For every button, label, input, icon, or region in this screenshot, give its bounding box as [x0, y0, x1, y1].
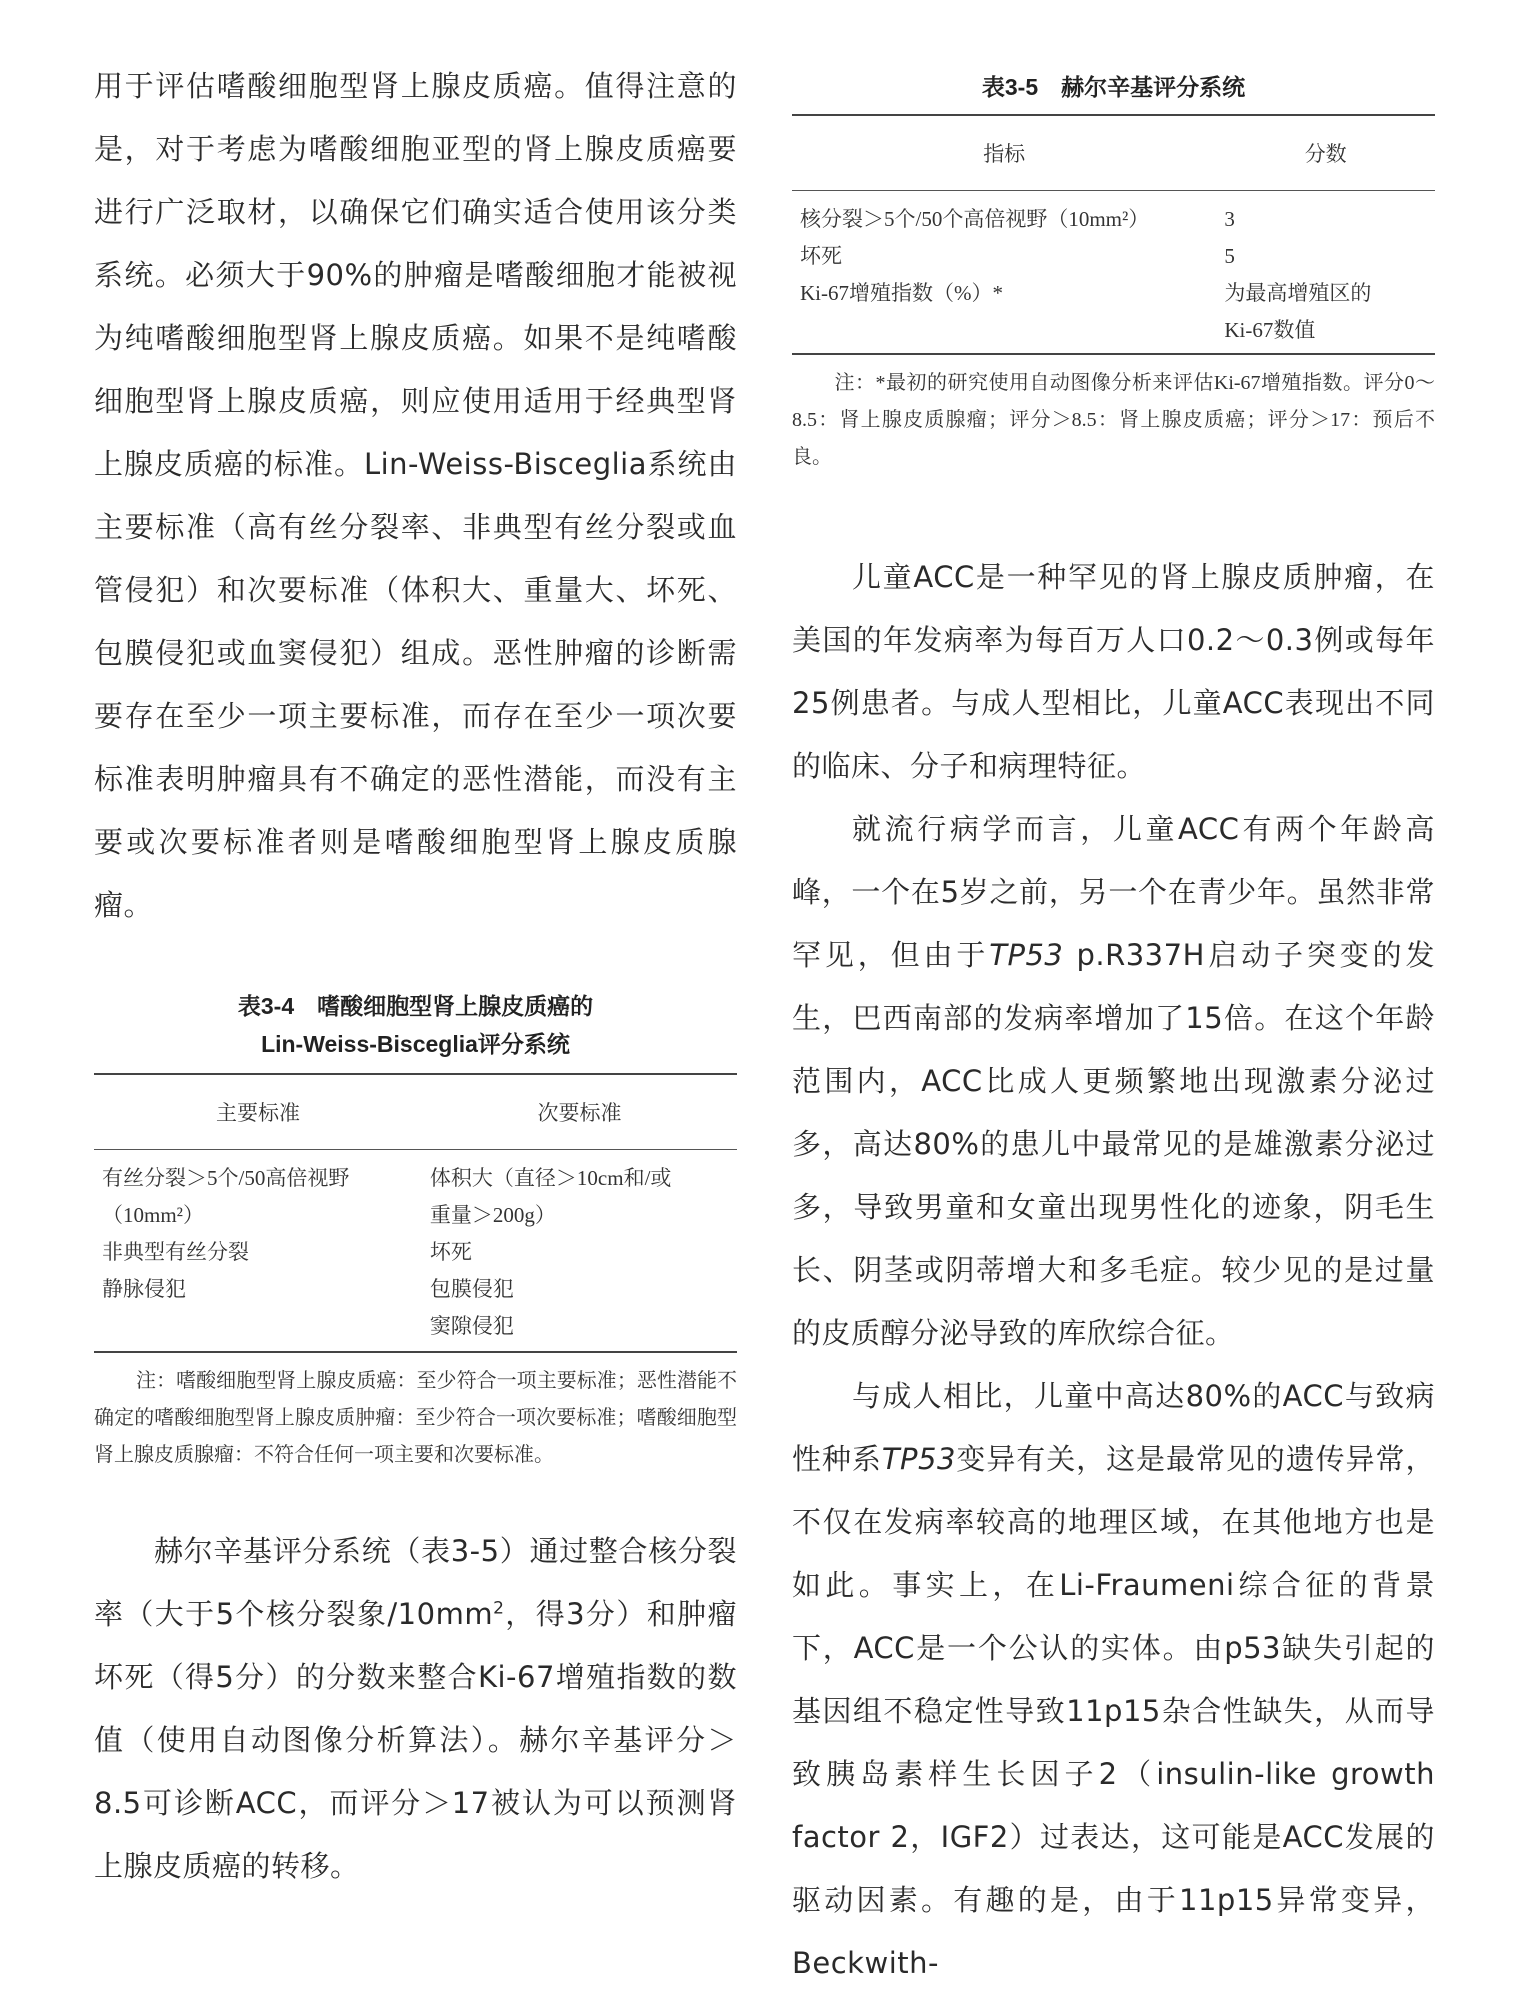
table-3-5: [792, 68, 1435, 476]
gene-name: TP53: [989, 938, 1064, 972]
paragraph-pediatric-acc: 儿童ACC是一种罕见的肾上腺皮质肿瘤，在美国的年发病率为每百万人口0.2～0.3例或每年25例患者。与成人型相比，儿童ACC表现出不同的临床、分子和病理特征。: [792, 560, 1435, 783]
paragraph-genetics: 与成人相比，儿童中高达80%的ACC与致病性种系TP53变异有关，这是最常见的遗传异常，不仅在发病率较高的地理区域，在其他地方也是如此。事实上，在Li-Fraumeni综合征的背景下，ACC是一个公认的实体。由p53缺失引起的基因组不稳定性导致11p15杂合性缺失，从而导致胰岛素样生长因子2（insulin-like growth factor 2，IGF2）过表达，这可能是ACC发展的驱动因素。有趣的是，由于11p15异常变异，Beckwith-: [792, 1379, 1435, 1980]
minor-criterion: 窦隙侵犯: [429, 1314, 514, 1338]
table-3-5-grid: [792, 114, 1435, 355]
gene-name: TP53: [881, 1442, 956, 1476]
major-criterion: （10mm²）: [102, 1203, 204, 1227]
score-cell: 为最高增殖区的 Ki-67数值: [1216, 275, 1435, 354]
table-3-4-title-line1: 表3-4 嗜酸细胞型肾上腺皮质癌的: [237, 993, 594, 1019]
table-row: [792, 238, 1435, 275]
score-cell: 3: [1224, 207, 1235, 231]
right-column: [792, 0, 1435, 1995]
major-criterion: 静脉侵犯: [102, 1277, 186, 1301]
table-3-5-note: 注：*最初的研究使用自动图像分析来评估Ki-67增殖指数。评分0～8.5：肾上腺皮质腺瘤；评分＞8.5：肾上腺皮质癌；评分＞17：预后不良。: [792, 372, 1435, 468]
paragraph-oncocytic-criteria: 用于评估嗜酸细胞型肾上腺皮质癌。值得注意的是，对于考虑为嗜酸细胞亚型的肾上腺皮质癌要进行广泛取材，以确保它们确实适合使用该分类系统。必须大于90%的肿瘤是嗜酸细胞才能被视为纯嗜酸细胞型肾上腺皮质癌。如果不是纯嗜酸细胞型肾上腺皮质癌，则应使用适用于经典型肾上腺皮质癌的标准。Lin-Weiss-Bisceglia系统由主要标准（高有丝分裂率、非典型有丝分裂或血管侵犯）和次要标准（体积大、重量大、坏死、包膜侵犯或血窦侵犯）组成。恶性肿瘤的诊断需要存在至少一项主要标准，而存在至少一项次要标准表明肿瘤具有不确定的恶性潜能，而没有主要或次要标准者则是嗜酸细胞型肾上腺皮质腺瘤。: [94, 69, 737, 922]
table-3-4-minor-cell: [422, 1150, 737, 1353]
indicator-cell: Ki-67增殖指数（%）*: [792, 275, 1216, 354]
table-3-4-header-minor: 次要标准: [422, 1074, 737, 1150]
minor-criterion: 包膜侵犯: [429, 1277, 514, 1301]
minor-criterion: 体积大（直径＞10cm和/或: [429, 1166, 672, 1190]
minor-criterion: 重量＞200g）: [429, 1203, 556, 1227]
score-cell: 5: [1224, 244, 1235, 268]
paragraph-epidemiology: 就流行病学而言，儿童ACC有两个年龄高峰，一个在5岁之前，另一个在青少年。虽然非常罕见，但由于TP53 p.R337H启动子突变的发生，巴西南部的发病率增加了15倍。在这个年龄范围内，ACC比成人更频繁地出现激素分泌过多，高达80%的患儿中最常见的是雄激素分泌过多，导致男童和女童出现男性化的迹象，阴毛生长、阴茎或阴蒂增大和多毛症。较少见的是过量的皮质醇分泌导致的库欣综合征。: [792, 812, 1435, 1350]
table-3-4-title-line2: Lin-Weiss-Bisceglia评分系统: [261, 1031, 570, 1057]
table-3-4-header-major: 主要标准: [94, 1074, 422, 1150]
left-column: [94, 0, 737, 1898]
table-3-4: [94, 987, 737, 1474]
table-3-5-header-indicator: 指标: [792, 115, 1216, 191]
table-3-4-grid: [94, 1073, 737, 1353]
table-row: [792, 275, 1435, 354]
table-3-5-header-score: 分数: [1216, 115, 1435, 191]
major-criterion: 非典型有丝分裂: [102, 1240, 249, 1264]
table-3-4-note: 注：嗜酸细胞型肾上腺皮质癌：至少符合一项主要标准；恶性潜能不确定的嗜酸细胞型肾上腺皮质肿瘤：至少符合一项次要标准；嗜酸细胞型肾上腺皮质腺瘤：不符合任何一项主要和次要标准。: [94, 1370, 737, 1466]
paragraph-helsinki-score: 赫尔辛基评分系统（表3-5）通过整合核分裂率（大于5个核分裂象$/10mm^2$，得3分）和肿瘤坏死（得5分）的分数来整合Ki-67增殖指数的数值（使用自动图像分析算法）。赫尔辛基评分＞8.5可诊断ACC，而评分＞17被认为可以预测肾上腺皮质癌的转移。: [94, 1534, 738, 1883]
table-row: [792, 191, 1435, 239]
table-3-5-title: 表3-5 赫尔辛基评分系统: [981, 74, 1246, 100]
indicator-cell: 核分裂＞5个/50个高倍视野（10mm²）: [800, 207, 1150, 231]
minor-criterion: 坏死: [429, 1240, 472, 1264]
indicator-cell: 坏死: [800, 244, 842, 268]
major-criterion: 有丝分裂＞5个/50高倍视野: [102, 1166, 350, 1190]
table-3-4-major-cell: [94, 1150, 422, 1353]
